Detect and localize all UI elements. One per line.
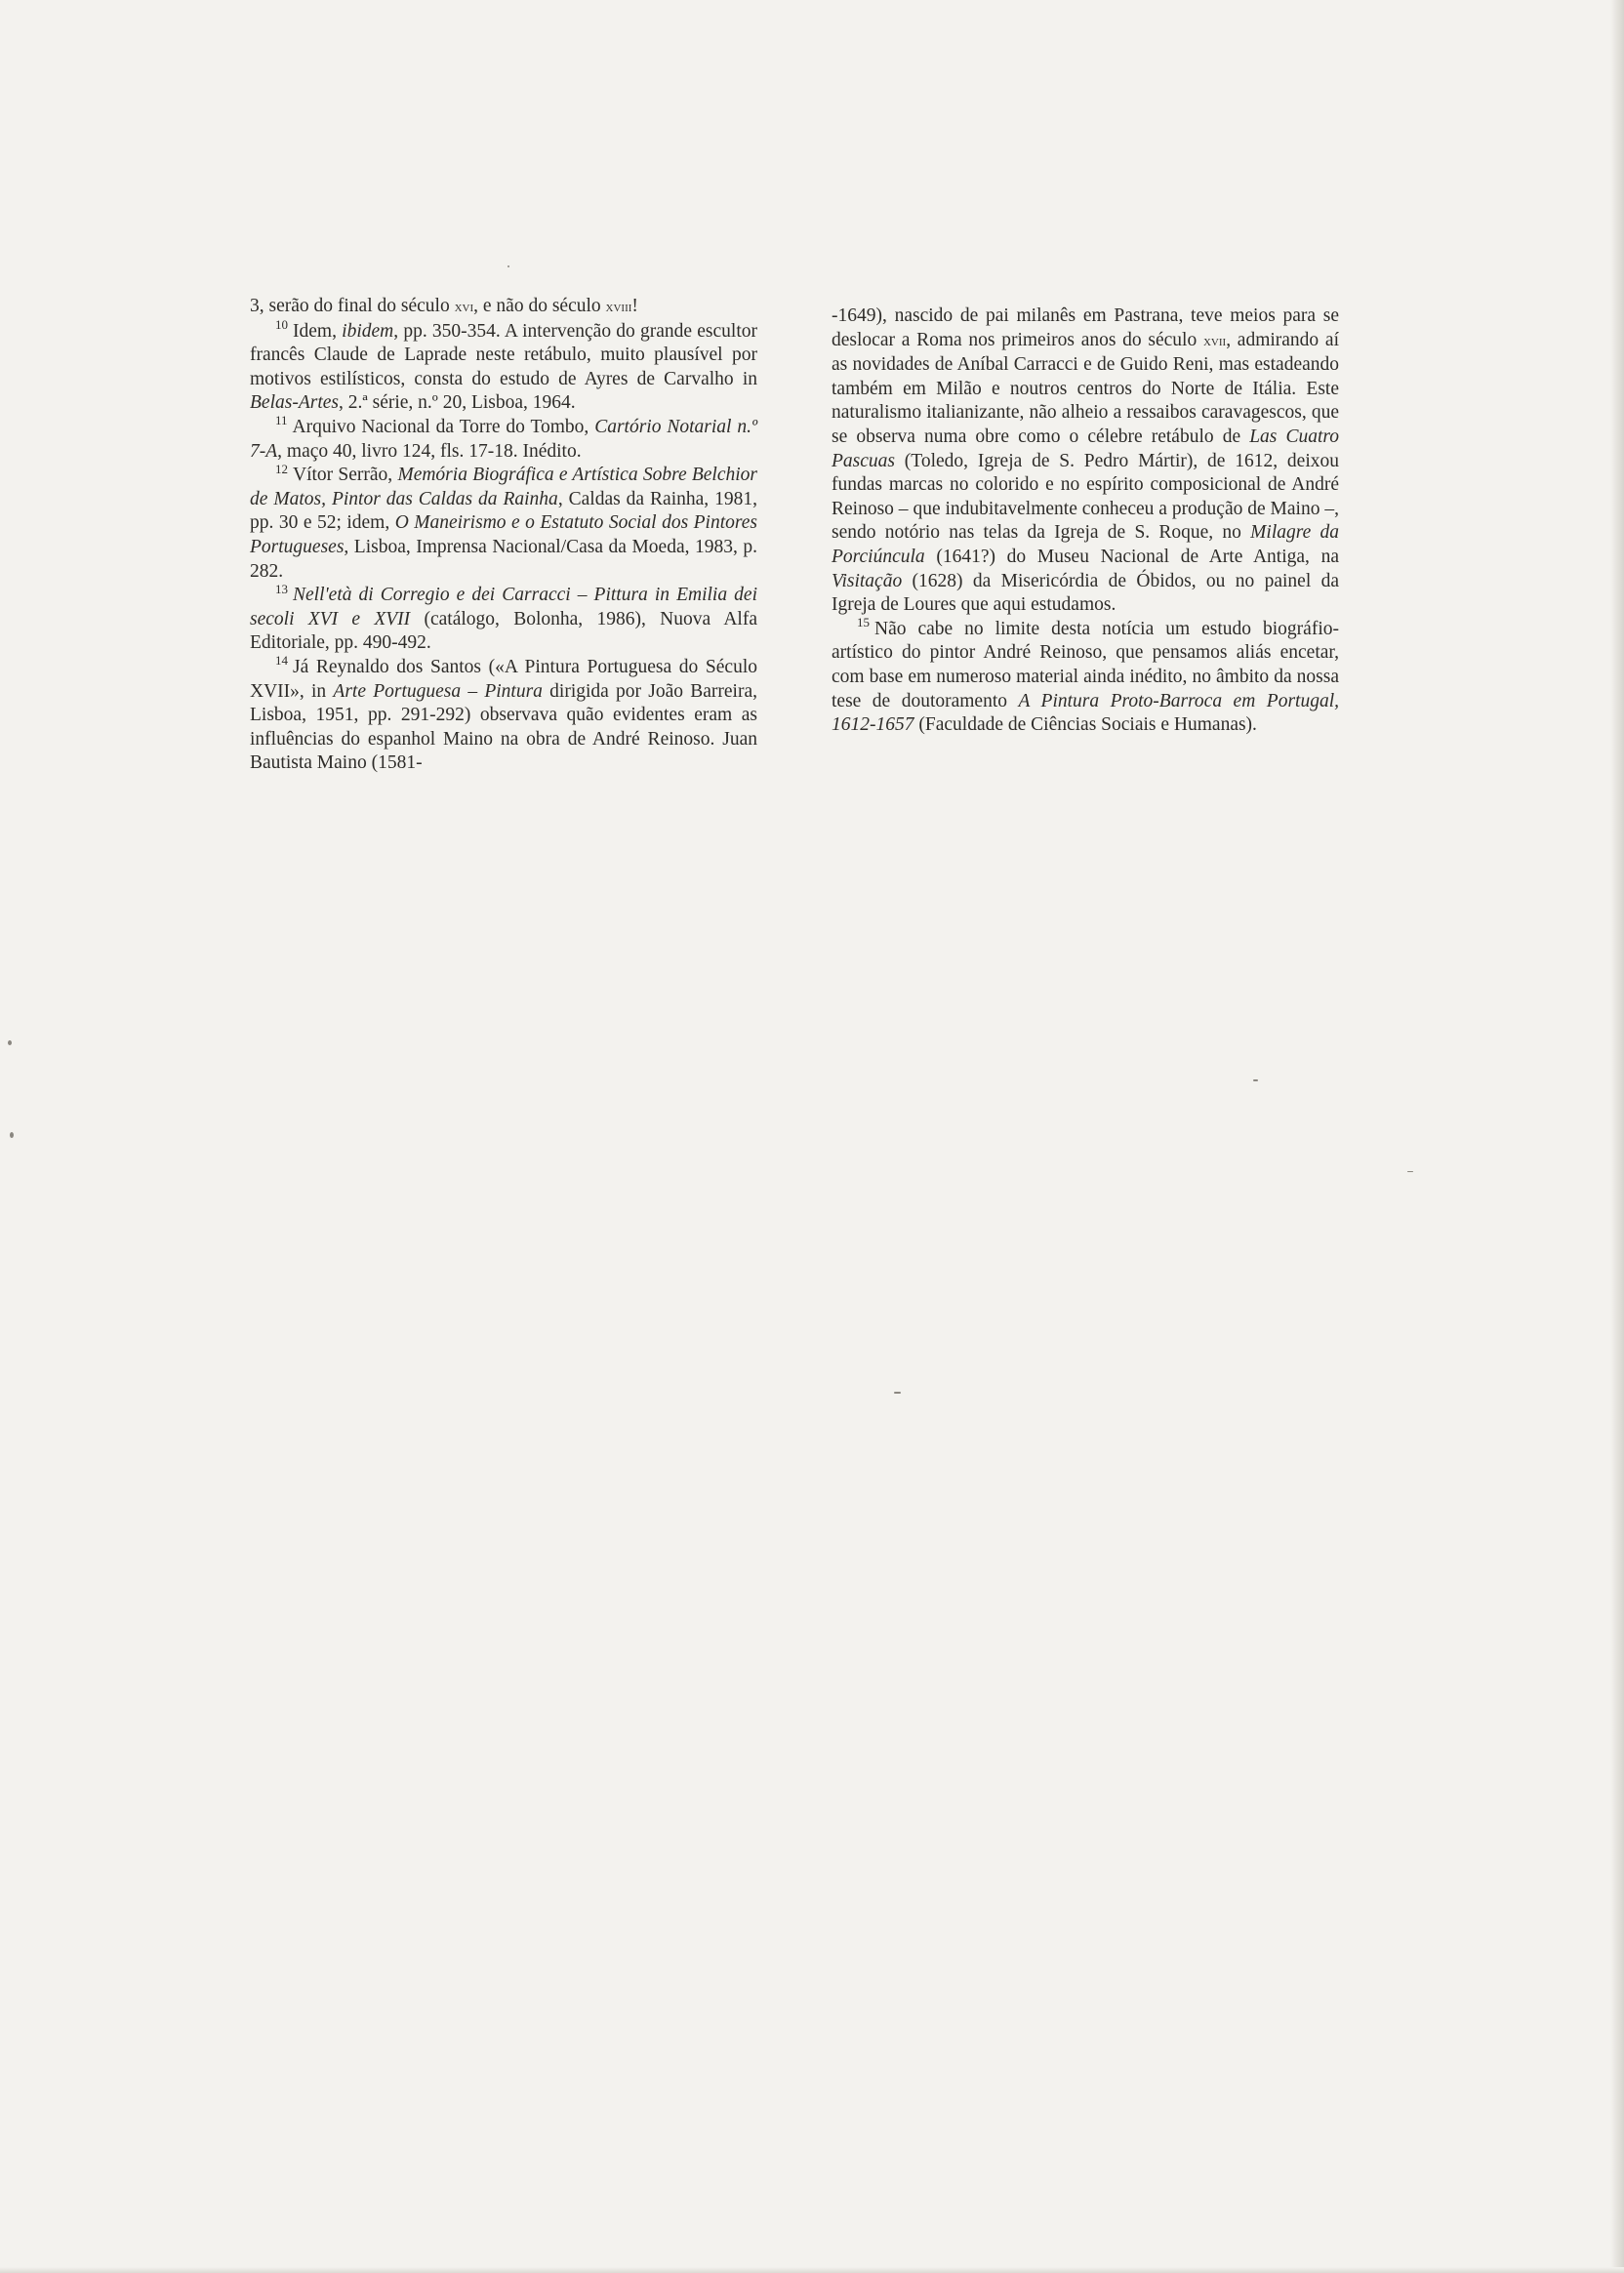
- scan-speck: [894, 1392, 901, 1394]
- page-edge-bottom: [0, 2267, 1624, 2273]
- scan-speck: [10, 1132, 14, 1138]
- footnotes-left-column: [250, 295, 757, 776]
- page-edge-right: [1610, 0, 1624, 2273]
- footnote-number: 15: [857, 615, 870, 630]
- scan-speck: [1253, 1079, 1258, 1081]
- footnote-15: $^{15}$ Não cabe no limite desta notícia um estudo biográfio-artístico do pintor André Reinoso, que pensamos aliás encetar, com base em numeroso material ainda inédito, no âmbito da nossa tese de doutoramento A Pintura Proto-Barroca em Portugal, 1612-1657 (Faculdade de Ciências Sociais e Humanas).: [832, 615, 1339, 736]
- footnote-10: $^{10}$ Idem, ibidem, pp. 350-354. A intervenção do grande escultor francês Claude de Laprade neste retábulo, muito plausível por motivos estilísticos, consta do estudo de Ayres de Carvalho in Belas-Artes, 2.ª série, n.º 20, Lisboa, 1964.: [250, 317, 757, 414]
- footnote-12: $^{12}$ Vítor Serrão, Memória Biográfica e Artística Sobre Belchior de Matos, Pintor das Caldas da Rainha, Caldas da Rainha, 1981, pp. 30 e 52; idem, O Maneirismo e o Estatuto Social dos Pintores Portugueses, Lisboa, Imprensa Nacional/Casa da Moeda, 1983, p. 282.: [250, 461, 758, 582]
- footnote-14-continuation: -1649), nascido de pai milanês em Pastrana, teve meios para se deslocar a Roma nos primeiros anos do século xvii, admirando aí as novidades de Aníbal Carracci e de Guido Reni, mas estadeando também em Milão e noutros centros do Norte de Itália. Este naturalismo italianizante, não alheio a ressaibos caravagescos, que se observa numa obre como o célebre retábulo de Las Cuatro Pascuas (Toledo, Igreja de S. Pedro Mártir), de 1612, deixou fundas marcas no colorido e no espírito composicional de André Reinoso – que indubitavelmente conheceu a produção de Maino –, sendo notório nas telas da Igreja de S. Roque, no Milagre da Porciúncula (1641?) do Museu Nacional de Arte Antiga, na Visitação (1628) da Misericórdia de Óbidos, ou no painel da Igreja de Loures que aqui estudamos.: [832, 305, 1339, 616]
- footnote-number: 11: [275, 413, 288, 428]
- scan-speck: [1407, 1171, 1413, 1172]
- footnote-11: $^{11}$ Arquivo Nacional da Torre do Tombo, Cartório Notarial n.º 7-A, maço 40, livro 124, fls. 17-18. Inédito.: [250, 413, 757, 462]
- scan-speck: [508, 265, 509, 267]
- footnote-number: 12: [275, 461, 288, 476]
- note-9-continuation: 3, serão do final do século xvi, e não do século xviii!: [250, 296, 638, 316]
- footnote-13: $^{13}$ Nell'età di Corregio e dei Carracci – Pittura in Emilia dei secoli XVI e XVII (catálogo, Bolonha, 1986), Nuova Alfa Editoriale, pp. 490-492.: [250, 581, 758, 654]
- scan-speck: [8, 1040, 12, 1045]
- footnote-number: 13: [275, 581, 288, 596]
- footnote-number: 14: [275, 653, 288, 669]
- footnote-14: $^{14}$ Já Reynaldo dos Santos («A Pintura Portuguesa do Século XVII», in Arte Portuguesa – Pintura dirigida por João Barreira, Lisboa, 1951, pp. 291-292) observava quão evidentes eram as influências do espanhol Maino na obra de André Reinoso. Juan Bautista Maino (1581-: [250, 653, 757, 774]
- footnote-number: 10: [275, 317, 288, 333]
- footnotes-right-column: [832, 295, 1339, 738]
